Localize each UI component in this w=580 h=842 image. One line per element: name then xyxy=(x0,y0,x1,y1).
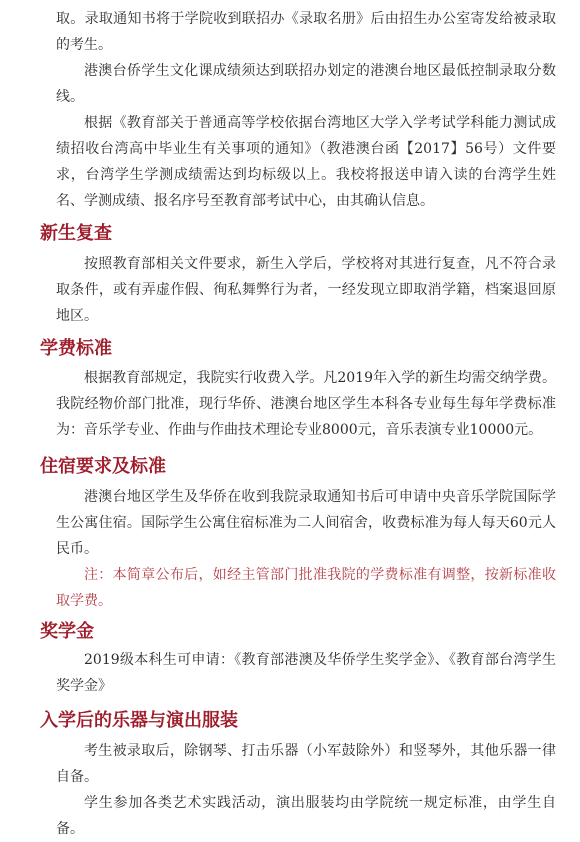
paragraph-instruments: 考生被录取后，除钢琴、打击乐器（小军鼓除外）和竖琴外，其他乐器一律自备。 xyxy=(56,743,556,785)
note-tuition-adjustment: 注：本简章公布后，如经主管部门批准我院的学费标准有调整，按新标准收取学费。 xyxy=(56,567,556,609)
paragraph-admission-notice: 取。录取通知书将于学院收到联招办《录取名册》后由招生办公室寄发给被录取的考生。 xyxy=(56,11,556,53)
paragraph-score-requirement: 港澳台侨学生文化课成绩须达到联招办划定的港澳台地区最低控制录取分数线。 xyxy=(56,63,556,105)
section-scholarship xyxy=(56,647,556,699)
heading-enrollment-review: 新生复查 xyxy=(40,223,112,244)
paragraph-taiwan-students: 根据《教育部关于普通高等学校依据台湾地区大学入学考试学科能力测试成绩招收台湾高中毕业生有关事项的通知》（教港澳台函【2017】56号）文件要求，台湾学生学测成绩需达到均标级以上。我校将报送申请入读的台湾学生姓名、学测成绩、报名序号至教育部考试中心，由其确认信息。 xyxy=(56,115,556,209)
section-instruments-costumes xyxy=(56,738,556,842)
heading-instruments-costumes: 入学后的乐器与演出服装 xyxy=(40,710,238,731)
paragraph-tuition: 根据教育部规定，我院实行收费入学。凡2019年入学的新生均需交纳学费。我院经物价部门批准，现行华侨、港澳台地区学生本科各专业每生每年学费标准为：音乐学专业、作曲与作曲技术理论专业8000元，音乐表演专业10000元。 xyxy=(56,370,556,438)
heading-tuition: 学费标准 xyxy=(40,338,112,359)
paragraph-costumes: 学生参加各类艺术实践活动，演出服装均由学院统一规定标准，由学生自备。 xyxy=(56,795,556,837)
heading-accommodation: 住宿要求及标准 xyxy=(40,456,166,477)
section-enrollment-review xyxy=(56,251,556,329)
section-accommodation xyxy=(56,484,556,614)
paragraph-accommodation: 港澳台地区学生及华侨在收到我院录取通知书后可申请中央音乐学院国际学生公寓住宿。国际学生公寓住宿标准为二人间宿舍，收费标准为每人每天60元人民币。 xyxy=(56,489,556,557)
intro-block xyxy=(56,6,556,214)
heading-scholarship: 奖学金 xyxy=(40,621,94,642)
section-tuition xyxy=(56,365,556,443)
paragraph-enrollment-review: 按照教育部相关文件要求，新生入学后，学校将对其进行复查，凡不符合录取条件，或有弄虚作假、徇私舞弊行为者，一经发现立即取消学籍，档案退回原地区。 xyxy=(56,256,556,324)
paragraph-scholarship: 2019级本科生可申请：《教育部港澳及华侨学生奖学金》、《教育部台湾学生奖学金》 xyxy=(56,652,556,694)
